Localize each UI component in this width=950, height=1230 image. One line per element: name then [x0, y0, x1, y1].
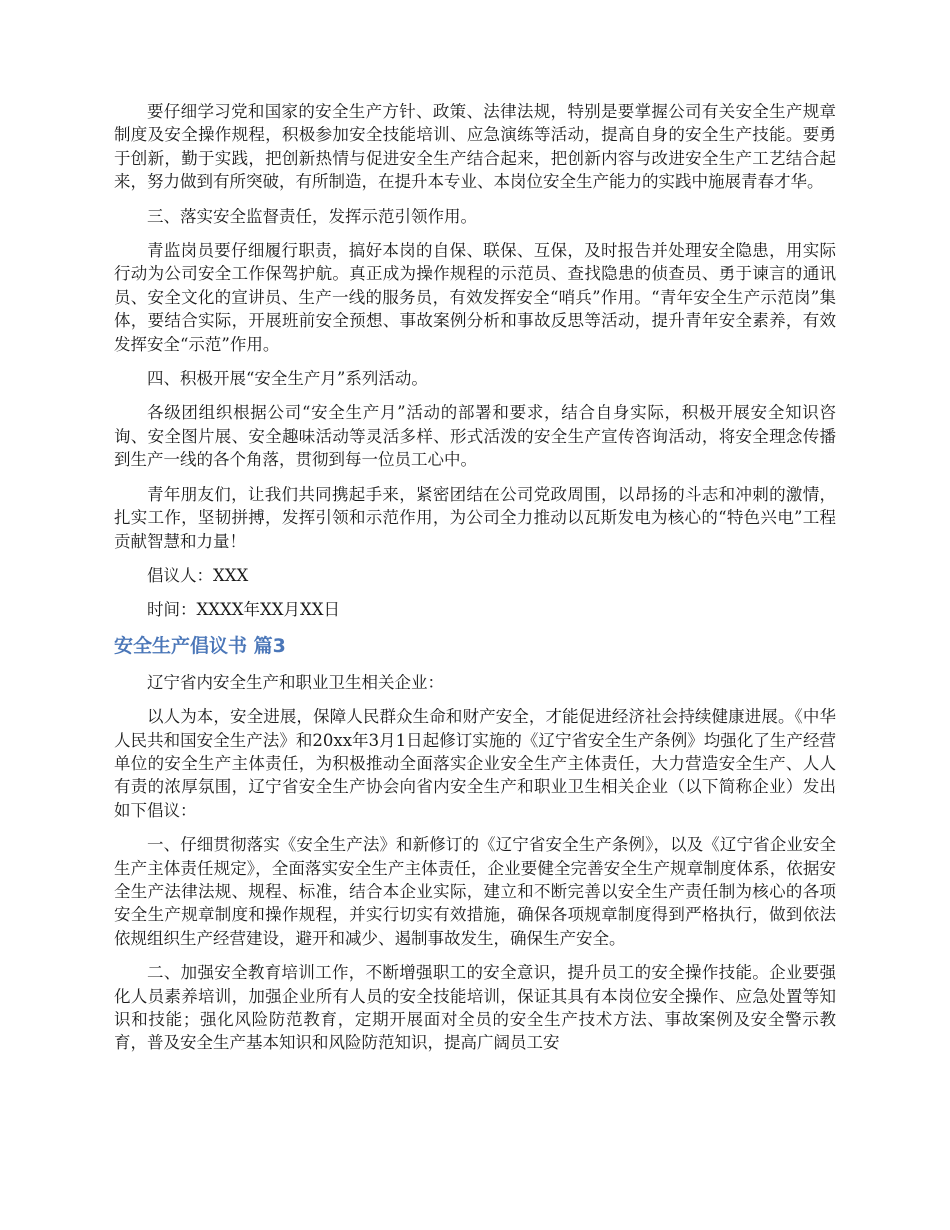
paragraph-study-safety: 要仔细学习党和国家的安全生产方针、政策、法律法规，特别是要掌握公司有关安全生产规章制度及安全操作规程，积极参加安全技能培训、应急演练等活动，提高自身的安全生产技能。要勇于创新，勤于实践，把创新热情与促进安全生产结合起来，把创新内容与改进安全生产工艺结合起来，努力做到有所突破，有所制造，在提升本专业、本岗位安全生产能力的实践中施展青春才华。	[114, 102, 836, 192]
initiator-line: 倡议人：XXX	[147, 565, 249, 585]
date-line: 时间：XXXX年XX月XX日	[147, 600, 340, 620]
paragraph-intro: 以人为本，安全进展，保障人民群众生命和财产安全，才能促进经济社会持续健康进展。《中华人民共和国安全生产法》和20xx年3月1日起修订实施的《辽宁省安全生产条例》均强化了生产经营单位的安全生产主体责任，为积极推动全面落实企业安全生产主体责任，大力营造安全生产、人人有责的浓厚氛围，辽宁省安全生产协会向省内安全生产和职业卫生相关企业（以下简称企业）发出如下倡议：	[114, 707, 836, 820]
paragraph-call-to-youth: 青年朋友们，让我们共同携起手来，紧密团结在公司党政周围，以昂扬的斗志和冲刺的激情，扎实工作，坚韧拼搏，发挥引领和示范作用，为公司全力推动以瓦斯发电为核心的“特色兴电”工程贡献智慧和力量！	[114, 484, 836, 551]
document-page	[114, 100, 836, 1066]
paragraph-safety-month-activities: 各级团组织根据公司“安全生产月”活动的部署和要求，结合自身实际，积极开展安全知识咨询、安全图片展、安全趣味活动等灵活多样、形式活泼的安全生产宣传咨询活动，将安全理念传播到生产一线的各个角落，贯彻到每一位员工心中。	[114, 403, 836, 470]
heading-four-safety-month: 四、积极开展“安全生产月”系列活动。	[147, 369, 428, 389]
paragraph-point-two: 二、加强安全教育培训工作，不断增强职工的安全意识，提升员工的安全操作技能。企业要强化人员素养培训，加强企业所有人员的安全技能培训，保证其具有本岗位安全操作、应急处置等知识和技能；强化风险防范教育，定期开展面对全员的安全生产技术方法、事故案例及安全警示教育，普及安全生产基本知识和风险防范知识，提高广阔员工安	[114, 963, 836, 1053]
paragraph-supervisor-duties: 青监岗员要仔细履行职责，搞好本岗的自保、联保、互保，及时报告并处理安全隐患，用实际行动为公司安全工作保驾护航。真正成为操作规程的示范员、查找隐患的侦查员、勇于谏言的通讯员、安全文化的宣讲员、生产一线的服务员，有效发挥安全“哨兵”作用。“青年安全生产示范岗”集体，要结合实际，开展班前安全预想、事故案例分析和事故反思等活动，提升青年安全素养，有效发挥安全“示范”作用。	[114, 241, 836, 354]
section-title: 安全生产倡议书 篇3	[114, 634, 286, 657]
heading-three-supervision: 三、落实安全监督责任，发挥示范引领作用。	[147, 206, 477, 226]
salutation: 辽宁省内安全生产和职业卫生相关企业：	[147, 672, 444, 692]
paragraph-point-one: 一、仔细贯彻落实《安全生产法》和新修订的《辽宁省安全生产条例》，以及《辽宁省企业安全生产主体责任规定》，全面落实安全生产主体责任，企业要健全完善安全生产规章制度体系，依据安全生产法律法规、规程、标准，结合本企业实际，建立和不断完善以安全生产责任制为核心的各项安全生产规章制度和操作规程，并实行切实有效措施，确保各项规章制度得到严格执行，做到依法依规组织生产经营建设，避开和减少、遏制事故发生，确保生产安全。	[114, 835, 836, 948]
